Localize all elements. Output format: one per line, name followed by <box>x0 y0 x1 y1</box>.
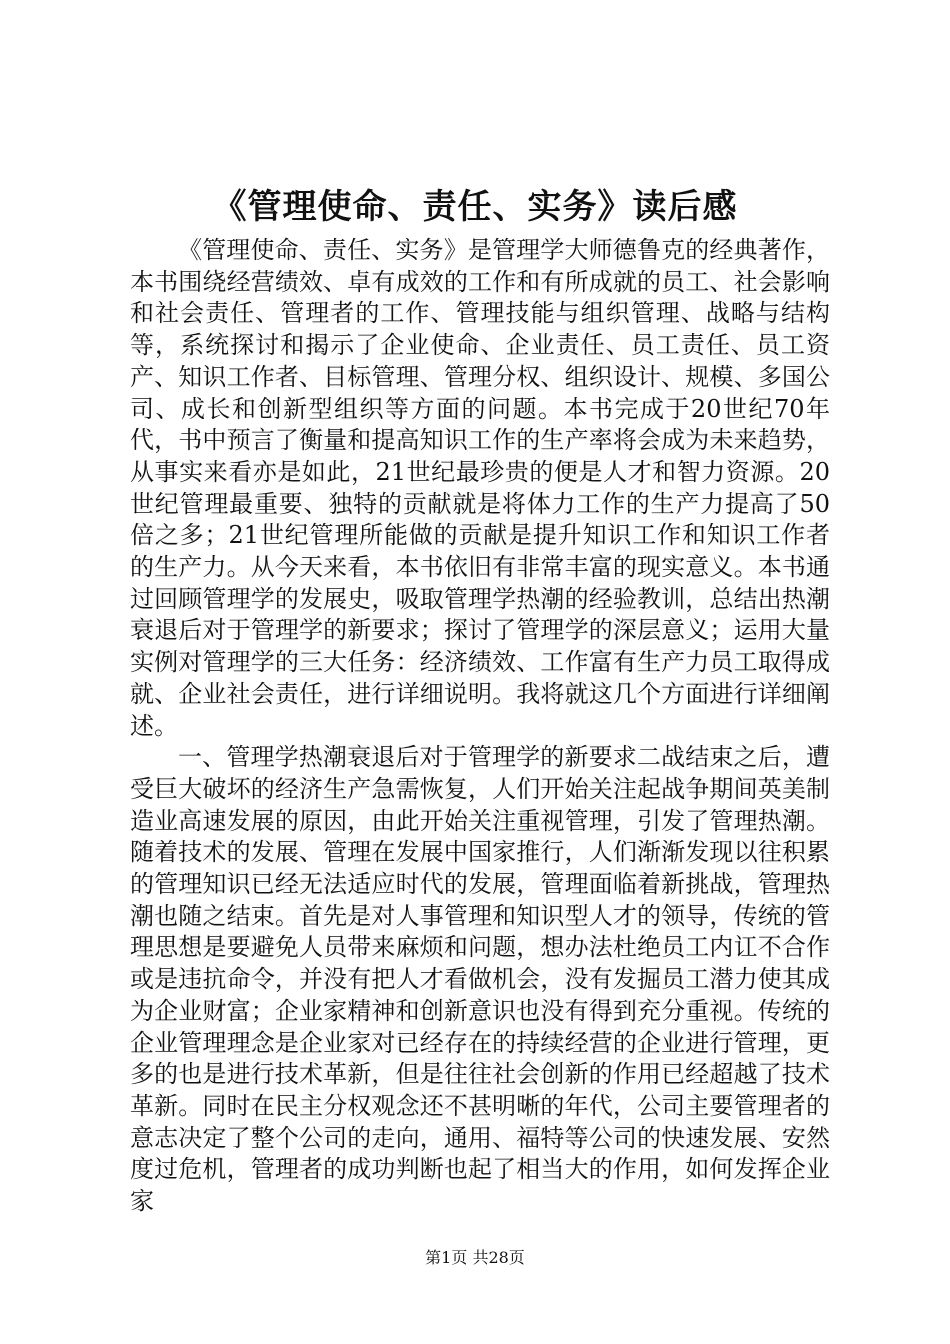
document-body <box>130 235 830 1218</box>
paragraph-intro: 《管理使命、责任、实务》是管理学大师德鲁克的经典著作，本书围绕经营绩效、卓有成效的工作和有所成就的员工、社会影响和社会责任、管理者的工作、管理技能与组织管理、战略与结构等，系统探讨和揭示了企业使命、企业责任、员工责任、员工资产、知识工作者、目标管理、管理分权、组织设计、规模、多国公司、成长和创新型组织等方面的问题。本书完成于20世纪70年代，书中预言了衡量和提高知识工作的生产率将会成为未来趋势，从事实来看亦是如此，21世纪最珍贵的便是人才和智力资源。20世纪管理最重要、独特的贡献就是将体力工作的生产力提高了50倍之多；21世纪管理所能做的贡献是提升知识工作和知识工作者的生产力。从今天来看，本书依旧有非常丰富的现实意义。本书通过回顾管理学的发展史，吸取管理学热潮的经验教训，总结出热潮衰退后对于管理学的新要求；探讨了管理学的深层意义；运用大量实例对管理学的三大任务：经济绩效、工作富有生产力员工取得成就、企业社会责任，进行详细说明。我将就这几个方面进行详细阐述。 <box>130 236 830 740</box>
document-title: 《管理使命、责任、实务》读后感 <box>212 187 738 227</box>
page-number-footer: 第1页 共28页 <box>425 1248 525 1267</box>
paragraph-section-one: 一、管理学热潮衰退后对于管理学的新要求二战结束之后，遭受巨大破坏的经济生产急需恢复，人们开始关注起战争期间英美制造业高速发展的原因，由此开始关注重视管理，引发了管理热潮。随着技术的发展、管理在发展中国家推行，人们渐渐发现以往积累的管理知识已经无法适应时代的发展，管理面临着新挑战，管理热潮也随之结束。首先是对人事管理和知识型人才的领导，传统的管理思想是要避免人员带来麻烦和问题，想办法杜绝员工内讧不合作或是违抗命令，并没有把人才看做机会，没有发掘员工潜力使其成为企业财富；企业家精神和创新意识也没有得到充分重视。传统的企业管理理念是企业家对已经存在的持续经营的企业进行管理，更多的也是进行技术革新，但是往往社会创新的作用已经超越了技术革新。同时在民主分权观念还不甚明晰的年代，公司主要管理者的意志决定了整个公司的走向，通用、福特等公司的快速发展、安然度过危机，管理者的成功判断也起了相当大的作用，如何发挥企业家 <box>130 743 830 1216</box>
